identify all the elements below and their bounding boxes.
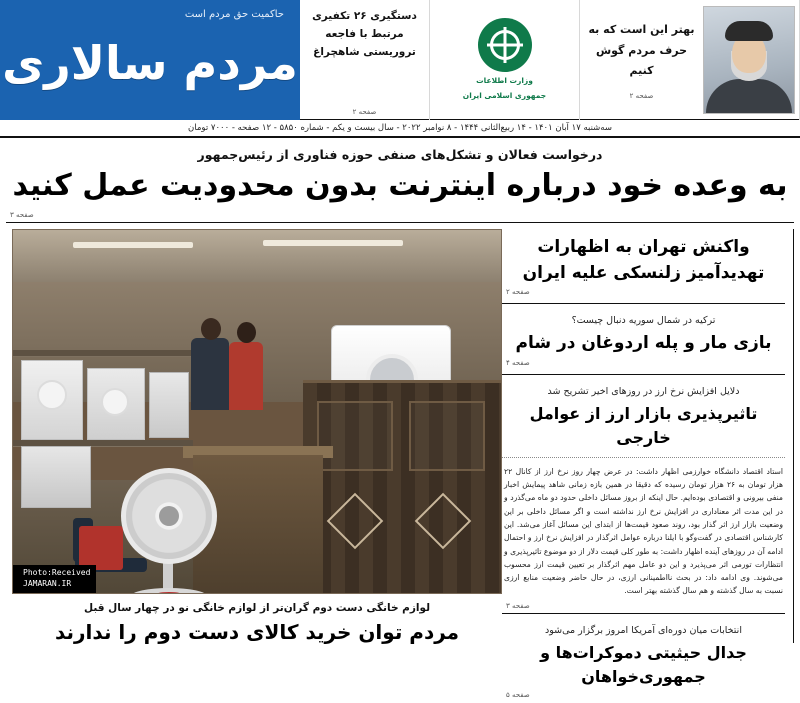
side-headline: تاثیرپذیری بازار ارز از عوامل خارجی — [529, 403, 758, 447]
portrait-photo — [703, 6, 795, 114]
photo-credit-line1: Photo:Received — [23, 568, 91, 578]
lead-kicker: درخواست فعالان و تشکل‌های صنفی حوزه فناوری از رئیس‌جمهور — [197, 147, 603, 162]
side-kicker: انتخابات میان دوره‌ای آمریکا امروز برگزار می‌شود — [545, 624, 742, 636]
brief-right-page-note: صفحه ۲ — [629, 92, 654, 101]
photo-caption-headline[interactable]: مردم توان خرید کالای دست دوم را ندارند — [54, 620, 460, 644]
side-kicker: ترکیه در شمال سوریه دنبال چیست؟ — [571, 315, 716, 326]
side-headline: جدال حیثیتی دموکرات‌ها و جمهوری‌خواهان — [540, 642, 747, 686]
side-page-note: صفحه ۲ — [506, 288, 530, 296]
masthead — [0, 0, 800, 120]
divider — [502, 303, 785, 304]
brief-left-headline: دستگیری ۲۶ تکفیری مرتبط با فاجعه تروریستی شاهچراغ — [312, 10, 417, 58]
main-photo[interactable] — [12, 229, 502, 594]
masthead-brief-right[interactable] — [580, 0, 800, 120]
side-column — [502, 229, 794, 699]
side-headline: واکنش تهران به اظهارات تهدیدآمیز زلنسکی علیه ایران — [522, 237, 765, 283]
emblem-icon — [478, 18, 532, 72]
side-story-zelensky[interactable] — [502, 229, 785, 300]
photo-caption — [12, 594, 502, 644]
masthead-brief-left[interactable] — [300, 0, 430, 120]
side-page-note: صفحه ۳ — [506, 601, 530, 610]
photo-credit — [13, 565, 96, 593]
ministry-emblem — [430, 0, 580, 120]
side-story-us-elections[interactable] — [502, 617, 785, 703]
divider — [502, 374, 785, 375]
lead-headline[interactable]: به وعده خود درباره اینترنت بدون محدودیت عمل کنید — [12, 168, 788, 203]
brief-right-headline: بهتر این است که به حرف مردم گوش کنیم — [588, 22, 695, 78]
masthead-slogan: حاکمیت حق مردم است — [184, 9, 284, 20]
side-page-note: صفحه ۵ — [506, 690, 530, 699]
side-story-erdogan[interactable] — [502, 307, 785, 371]
photo-column — [6, 229, 502, 643]
side-story-body: استاد اقتصاد دانشگاه خوارزمی اظهار داشت: در عرض چهار روز نرخ ارز از کانال ۲۲ هزار تومان به ۲۶ هزار تومان رسیده که دقیقا در همین بازه زمانی شاهد پیمایش اخبار منفی بیرونی و اقتصادی بوده‌ایم. حال اینکه از بروز مسائل داخلی حدود دو ماه می‌گذرد و در این مدت اثر معناداری در افزایش نرخ ارز نداشته است و اگر مسائل داخلی بر این وضعیت بازار ارز اثر گذار بود، روند صعود قیمت‌ها از ابتدای این مسائل آغاز می‌شد. این کارشناس اقتصادی در گفت‌وگو با ایلنا درباره عوامل اثرگذار در افزایش نرخ ارز و احتمال ادامه آن در روزهای آینده اظهار داشت: به طور کلی قیمت دلار از دو موضوع تاثیرپذیری و انتظارات تورمی اثر می‌پذیرد و این دو عامل مهم اثرگذار بر تعیین قیمت ارز محسوب می‌شوند. وی ادامه داد: در بحث نااطمینانی ارزی، در حال حاضر وضعیت منابع ارزی نسبت به سال گذشته و هم سال گذشته بهتر است. — [504, 466, 783, 596]
dateline: سه‌شنبه ۱۷ آبان ۱۴۰۱ - ۱۴ ربیع‌الثانی ۱۴۴۴ - ۸ نوامبر ۲۰۲۲ - سال بیست و یکم - شماره ۵۸۵۰ - ۱۲ صفحه - ۷۰۰۰ تومان — [0, 120, 800, 138]
newspaper-logo[interactable] — [0, 0, 300, 120]
side-story-currency[interactable] — [502, 378, 785, 454]
brief-left-page-note: صفحه ۲ — [352, 108, 377, 116]
photo-caption-kicker: لوازم خانگی دست دوم گران‌تر از لوازم خانگی نو در چهار سال قبل — [83, 602, 431, 614]
side-page-note: صفحه ۴ — [506, 358, 530, 367]
divider-dotted — [502, 457, 785, 458]
side-headline: بازی مار و پله اردوغان در شام — [515, 333, 772, 354]
emblem-line2: جمهوری اسلامی ایران — [462, 91, 547, 100]
newspaper-title: مردم سالاری — [2, 36, 298, 90]
emblem-line1: وزارت اطلاعات — [476, 76, 533, 85]
side-kicker: دلایل افزایش نرخ ارز در روزهای اخیر تشریح شد — [547, 385, 740, 397]
content-area — [0, 223, 800, 699]
photo-credit-line2: JAMARAN.IR — [23, 579, 72, 589]
lead-page-note: صفحه ۳ — [10, 211, 34, 219]
divider — [502, 613, 785, 614]
